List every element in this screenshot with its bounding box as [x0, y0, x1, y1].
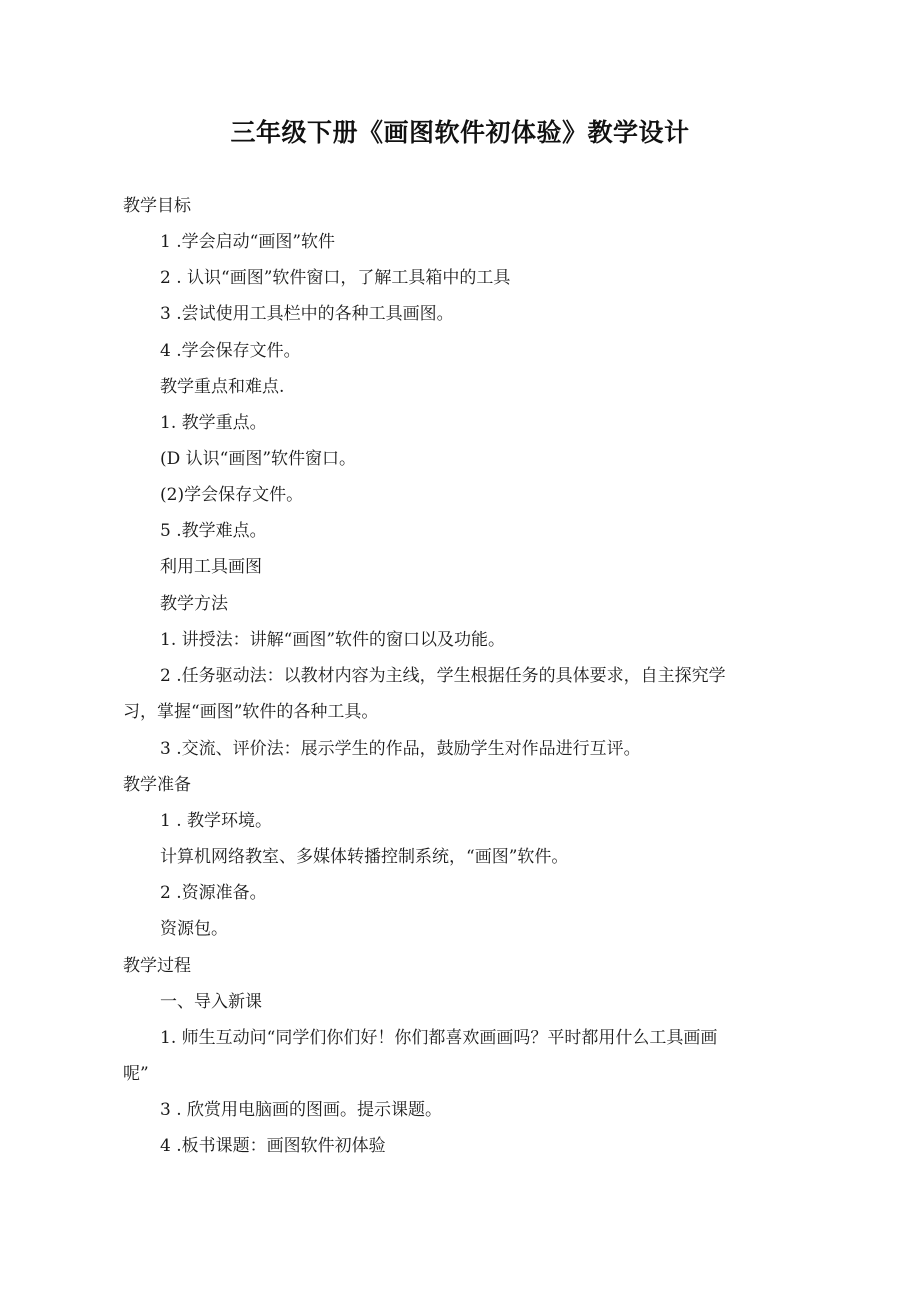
process-item-1-continued: 呢” — [123, 1064, 149, 1084]
subheading-methods: 教学方法 — [160, 594, 228, 614]
key-point-2: (2)学会保存文件。 — [160, 485, 304, 505]
preparation-item-2-text: 资源包。 — [160, 919, 228, 939]
method-item-1: 1. 讲授法：讲解“画图”软件的窗口以及功能。 — [160, 630, 506, 650]
process-step-heading: 一、导入新课 — [160, 992, 262, 1012]
section-heading-objectives: 教学目标 — [123, 196, 191, 216]
section-heading-preparation: 教学准备 — [123, 775, 191, 795]
objective-item-1: 1 .学会启动“画图”软件 — [160, 232, 336, 252]
objective-item-4: 4 .学会保存文件。 — [160, 341, 301, 361]
method-item-3: 3 .交流、评价法：展示学生的作品，鼓励学生对作品进行互评。 — [160, 739, 641, 759]
key-points-item: 1. 教学重点。 — [160, 413, 267, 433]
process-item-3: 3 . 欣赏用电脑画的图画。提示课题。 — [160, 1100, 443, 1120]
section-heading-process: 教学过程 — [123, 956, 191, 976]
preparation-item-1: 1 . 教学环境。 — [160, 811, 273, 831]
objective-item-2: 2 . 认识“画图”软件窗口，了解工具箱中的工具 — [160, 268, 511, 288]
key-point-1: (D 认识“画图”软件窗口。 — [160, 449, 357, 469]
objective-item-3: 3 .尝试使用工具栏中的各种工具画图。 — [160, 304, 454, 324]
document-title: 三年级下册《画图软件初体验》教学设计 — [230, 118, 690, 147]
method-item-2-continued: 习，掌握“画图”软件的各种工具。 — [123, 702, 379, 722]
preparation-item-2: 2 .资源准备。 — [160, 883, 267, 903]
subheading-key-points: 教学重点和难点. — [160, 377, 285, 397]
difficulty-text: 利用工具画图 — [160, 557, 262, 577]
difficulty-item: 5 .教学难点。 — [160, 521, 267, 541]
method-item-2: 2 .任务驱动法：以教材内容为主线，学生根据任务的具体要求，自主探究学 — [160, 666, 726, 686]
process-item-1: 1. 师生互动问“同学们你们好！你们都喜欢画画吗？平时都用什么工具画画 — [160, 1028, 718, 1048]
process-item-4: 4 .板书课题：画图软件初体验 — [160, 1136, 386, 1156]
preparation-item-1-text: 计算机网络教室、多媒体转播控制系统，“画图”软件。 — [160, 847, 569, 867]
